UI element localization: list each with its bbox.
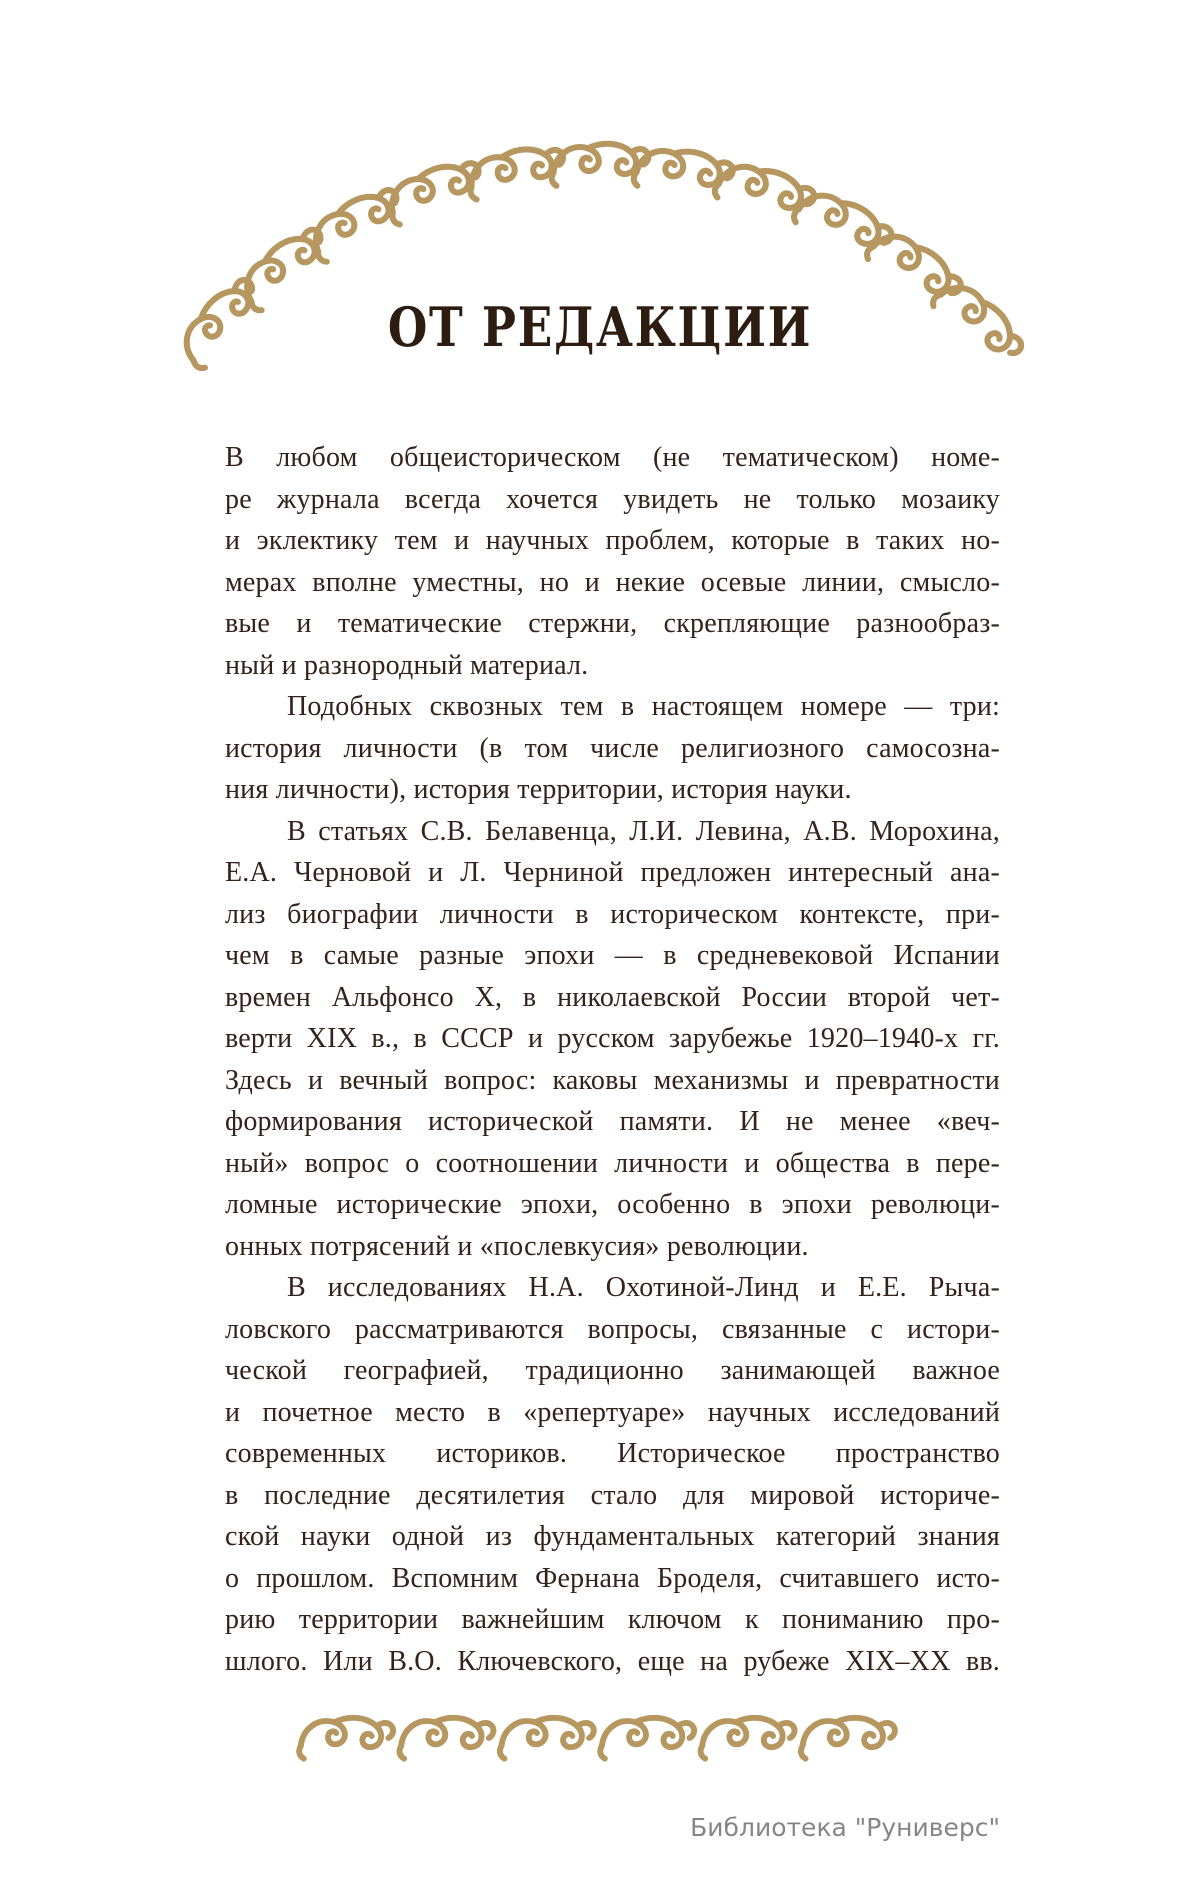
text-line: Е.А. Черновой и Л. Черниной предложен интересный ана- — [225, 857, 1000, 888]
text-line: В исследованиях Н.А. Охотиной-Линд и Е.Е. Рыча- — [287, 1272, 1000, 1303]
text-line: ломные исторические эпохи, особенно в эпохи революци- — [225, 1189, 1000, 1220]
text-line: Подобных сквозных тем в настоящем номере — три: — [287, 691, 1000, 722]
editorial-text — [225, 437, 1000, 1682]
text-line: ческой географией, традиционно занимающей важное — [225, 1355, 1000, 1386]
text-line: история личности (в том числе религиозного самосозна- — [225, 732, 1000, 764]
text-line: и почетное место в «репертуаре» научных исследований — [225, 1396, 1000, 1428]
text-line: и эклектику тем и научных проблем, которые в таких но- — [225, 525, 1000, 556]
text-line: ре журнала всегда хочется увидеть не только мозаику — [225, 483, 1000, 515]
paragraph-4 — [225, 1267, 1000, 1682]
text-line: лиз биографии личности в историческом контексте, при- — [225, 898, 1000, 930]
text-line: шлого. Или В.О. Ключевского, еще на рубеже XIX–XX вв. — [225, 1645, 1000, 1677]
text-line: вые и тематические стержни, скрепляющие разнообраз- — [225, 608, 1000, 639]
text-line: о прошлом. Вспомним Фернана Броделя, считавшего исто- — [225, 1562, 1000, 1594]
text-line: верти XIX в., в СССР и русском зарубежье 1920–1940-х гг. — [225, 1023, 1000, 1054]
text-line: современных историков. Историческое пространство — [225, 1438, 1000, 1469]
text-line: В любом общеисторическом (не тематическом) номе- — [225, 442, 1000, 473]
text-line: рию территории важнейшим ключом к пониманию про- — [225, 1604, 1000, 1635]
bottom-border-ornament — [290, 1711, 900, 1761]
library-watermark: Библиотека "Руниверс" — [690, 1813, 1000, 1842]
text-line: ловского рассматриваются вопросы, связанные с истори- — [225, 1313, 1000, 1345]
text-line: в последние десятилетия стало для мировой историче- — [225, 1479, 1000, 1511]
text-line: времен Альфонсо X, в николаевской России второй чет- — [225, 981, 1000, 1013]
text-line: ный» вопрос о соотношении личности и общества в пере- — [225, 1147, 1000, 1179]
text-line: чем в самые разные эпохи — в средневековой Испании — [225, 940, 1000, 971]
paragraph-2 — [225, 686, 1000, 811]
text-line: онных потрясений и «послевкусия» революции. — [225, 1230, 809, 1262]
paragraph-3 — [225, 811, 1000, 1268]
text-line: мерах вполне уместны, но и некие осевые линии, смысло- — [225, 566, 1000, 598]
text-line: формирования исторической памяти. И не менее «веч- — [225, 1106, 1000, 1137]
paragraph-1 — [225, 437, 1000, 686]
text-line: ской науки одной из фундаментальных категорий знания — [225, 1521, 1000, 1552]
text-line: В статьях С.В. Белавенца, Л.И. Левина, А.В. Морохина, — [287, 815, 1000, 847]
text-line: ный и разнородный материал. — [225, 649, 589, 681]
text-line: Здесь и вечный вопрос: каковы механизмы и превратности — [225, 1064, 1000, 1096]
page-title: ОТ РЕДАКЦИИ — [387, 295, 813, 359]
text-line: ния личности), история территории, история науки. — [225, 774, 852, 805]
